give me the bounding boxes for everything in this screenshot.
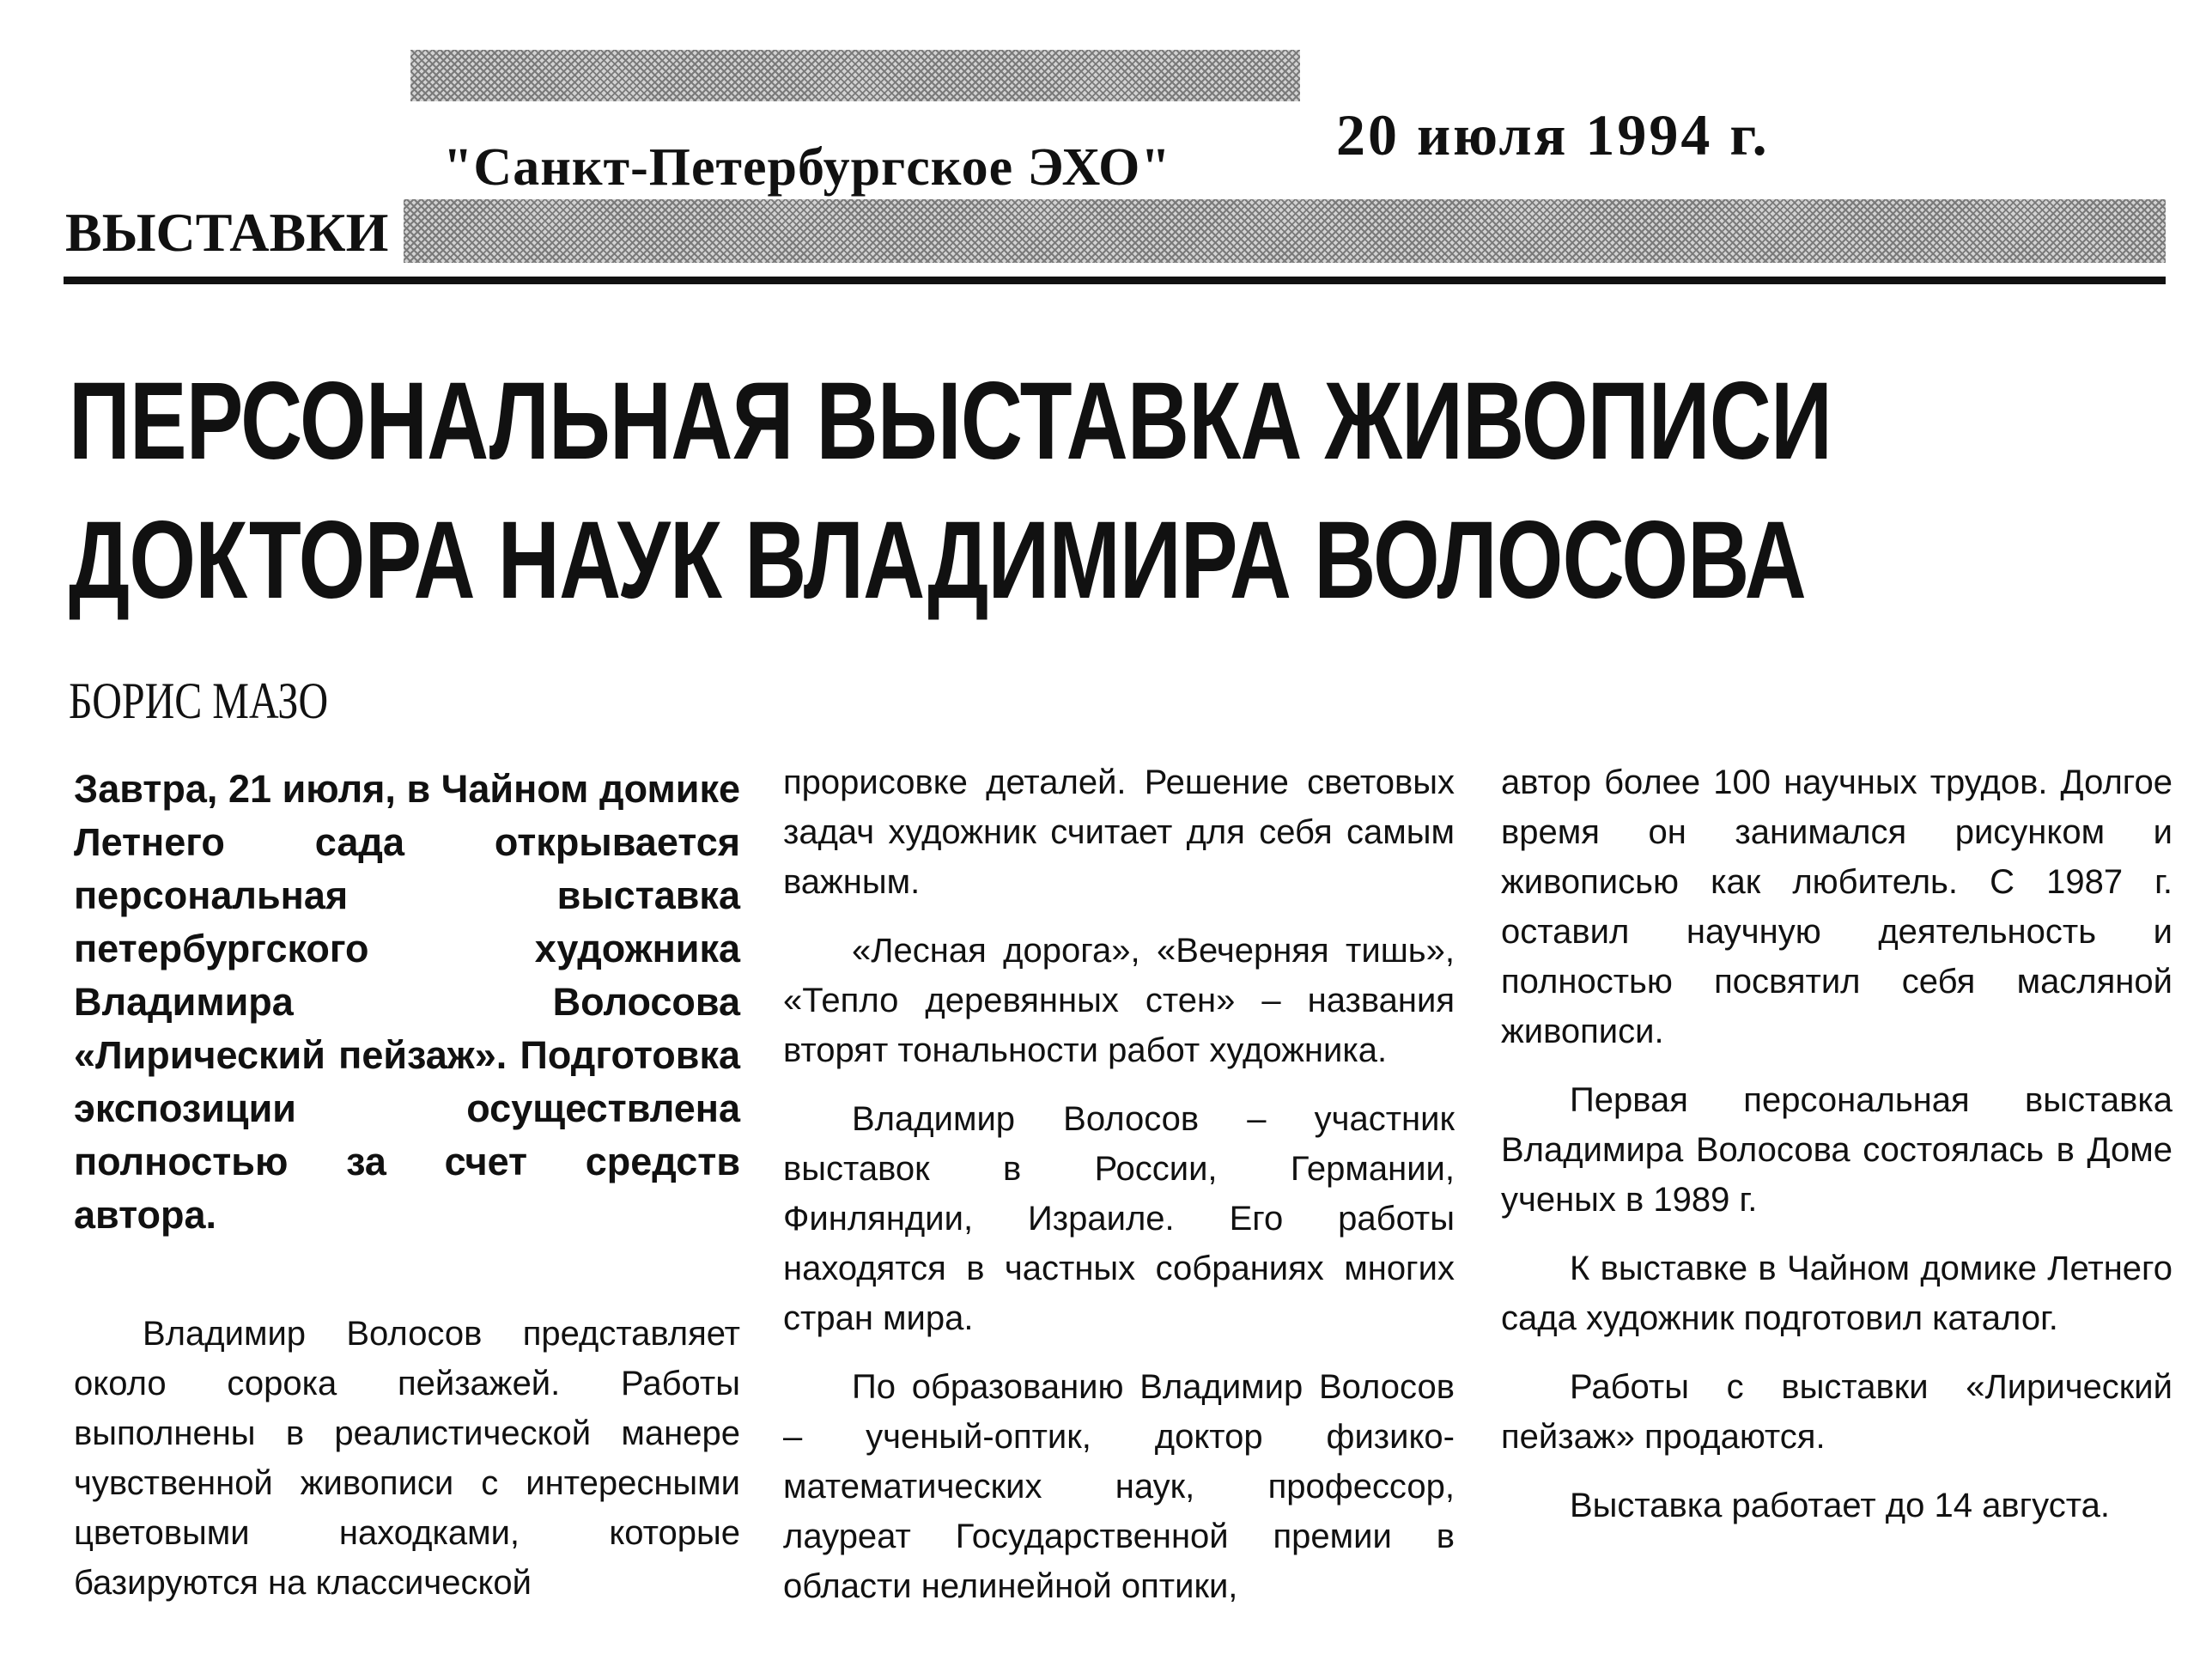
body-paragraph-1-part-b: прорисовке деталей. Решение световых задач художник считает для себя самым важным. bbox=[783, 763, 1455, 901]
rubric-hatch-band bbox=[404, 199, 2166, 263]
masthead-hatch-band bbox=[410, 50, 1300, 101]
headline-line-1: ПЕРСОНАЛЬНАЯ ВЫСТАВКА ЖИВОПИСИ bbox=[69, 360, 1832, 483]
body-paragraph-7: Работы с выставки «Лирический пейзаж» продаются. bbox=[1501, 1368, 2172, 1456]
article-column-1 bbox=[74, 763, 740, 1608]
rubric-rule bbox=[64, 277, 2166, 284]
rubric-label: ВЫСТАВКИ bbox=[65, 202, 389, 263]
headline bbox=[69, 352, 1832, 630]
newspaper-source: "Санкт-Петербургское ЭХО" bbox=[443, 138, 1171, 197]
body-paragraph-8: Выставка работает до 14 августа. bbox=[1570, 1487, 2110, 1524]
publication-date: 20 июля 1994 г. bbox=[1336, 102, 1770, 167]
article-column-2 bbox=[783, 757, 1455, 1611]
lead-paragraph: Завтра, 21 июля, в Чайном домике Летнего сада открывается персональная выставка петербургского художника Владимира Волосова «Лирический пейзаж». Подготовка экспозиции осуществлена полностью за счет средств автора. bbox=[74, 767, 740, 1237]
body-paragraph-1-part-a: Владимир Волосов представляет около сорока пейзажей. Работы выполнены в реалистической манере чувственной живописи с интересными цветовыми находками, которые базируются на классической bbox=[74, 1315, 740, 1602]
body-paragraph-4-part-a: По образованию Владимир Волосов – ученый-оптик, доктор физико-математических наук, профессор, лауреат Государственной премии в области нелинейной оптики, bbox=[783, 1368, 1455, 1605]
body-paragraph-6: К выставке в Чайном домике Летнего сада художник подготовил каталог. bbox=[1501, 1250, 2172, 1337]
article-column-3 bbox=[1501, 757, 2172, 1530]
body-paragraph-5: Первая персональная выставка Владимира Волосова состоялась в Доме ученых в 1989 г. bbox=[1501, 1081, 2172, 1219]
body-paragraph-4-part-b: автор более 100 научных трудов. Долгое время он занимался рисунком и живописью как любитель. С 1987 г. оставил научную деятельность и полностью посвятил себя масляной живописи. bbox=[1501, 763, 2172, 1050]
body-paragraph-2: «Лесная дорога», «Вечерняя тишь», «Тепло деревянных стен» – названия вторят тональности работ художника. bbox=[783, 932, 1455, 1069]
body-paragraph-3: Владимир Волосов – участник выставок в России, Германии, Финляндии, Израиле. Его работы находятся в частных собраниях многих стран мира. bbox=[783, 1100, 1455, 1337]
headline-line-2: ДОКТОРА НАУК ВЛАДИМИРА ВОЛОСОВА bbox=[69, 499, 1806, 622]
author-byline: БОРИС МАЗО bbox=[69, 672, 329, 729]
